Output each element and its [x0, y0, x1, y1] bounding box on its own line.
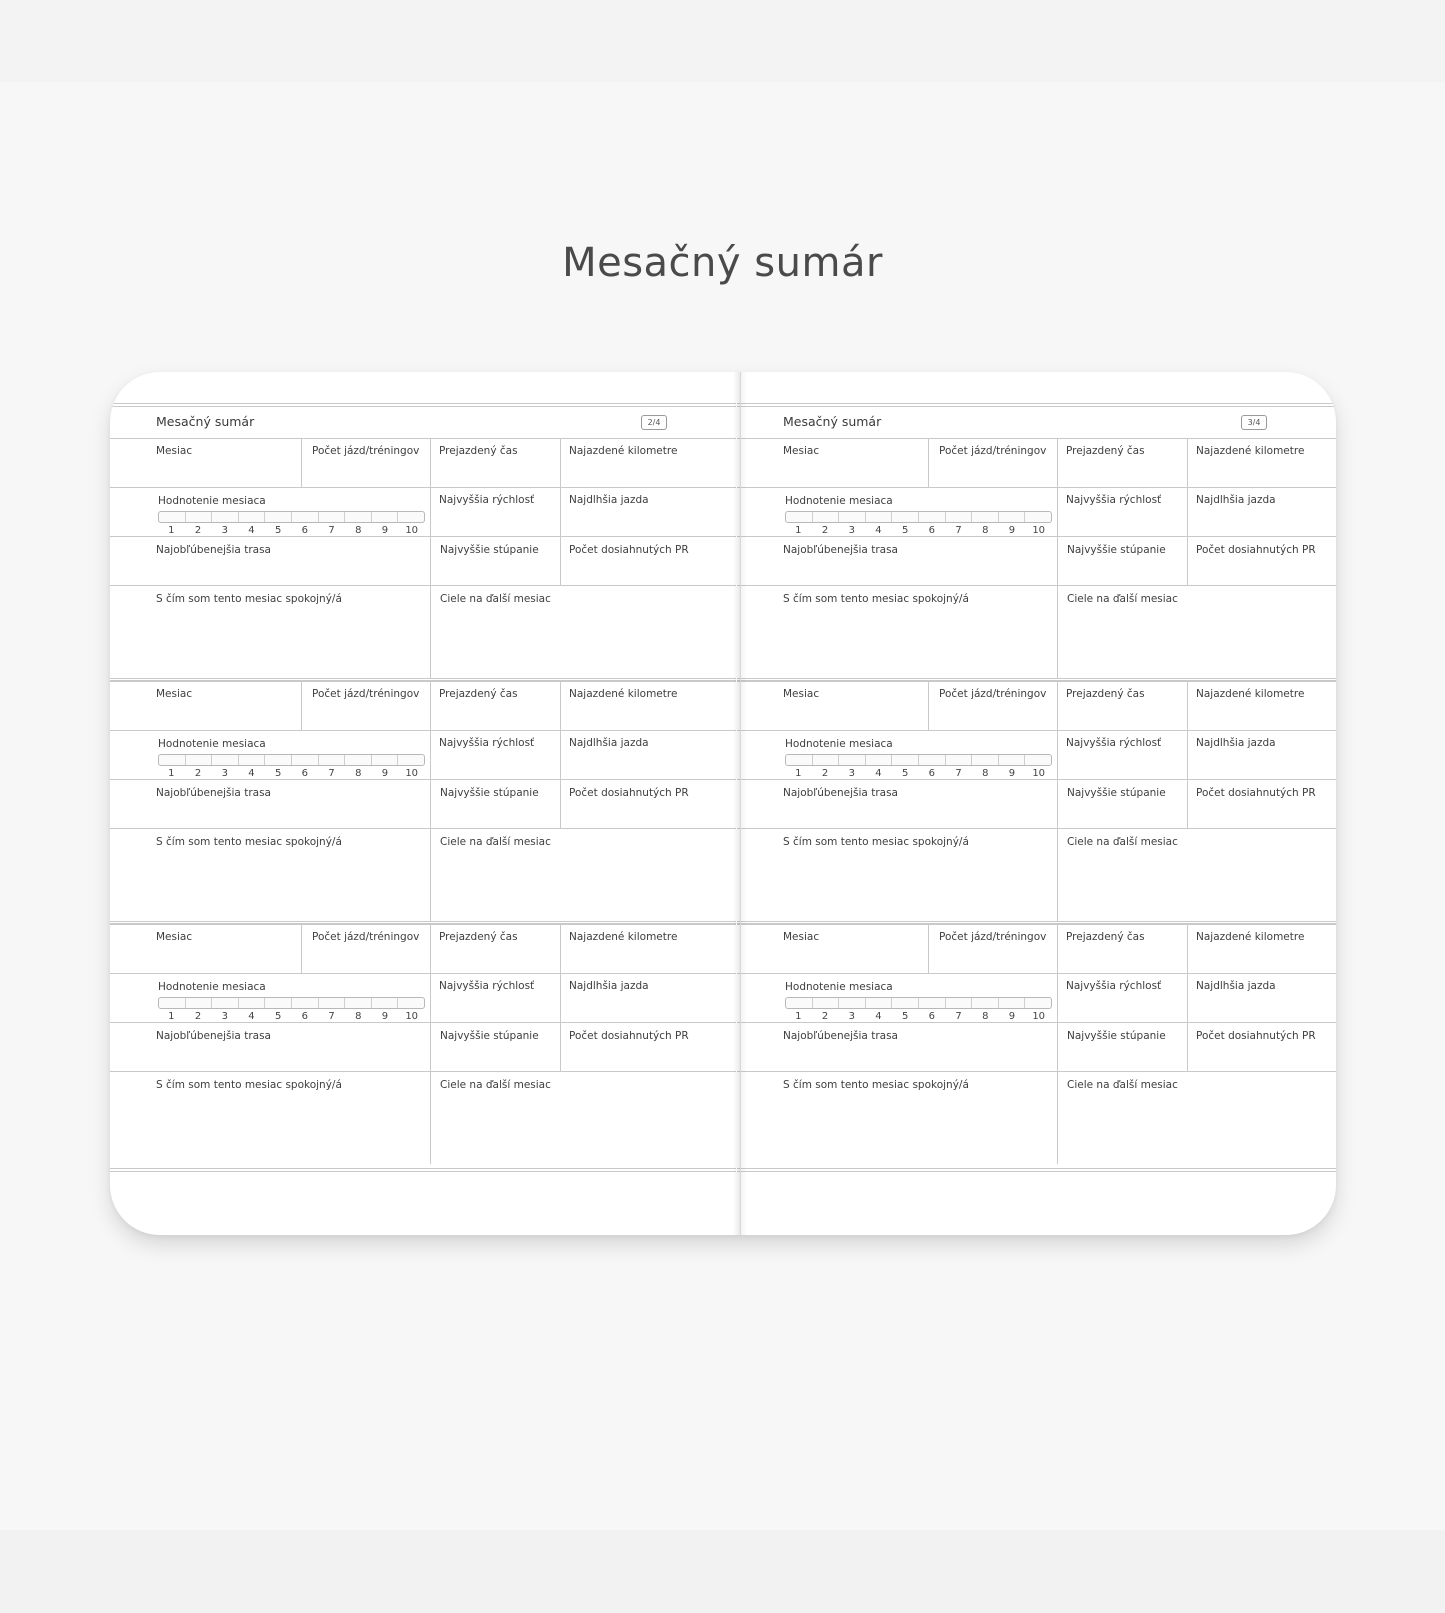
rating-cell[interactable] — [972, 755, 999, 765]
rating-number: 9 — [381, 525, 389, 536]
rating-scale[interactable] — [158, 511, 425, 523]
rating-number: 4 — [875, 525, 882, 536]
rating-number: 9 — [381, 768, 389, 779]
rating-number: 1 — [168, 768, 175, 779]
rating-number: 10 — [405, 768, 419, 779]
rating-number: 4 — [875, 1011, 882, 1022]
rating-cell[interactable] — [292, 755, 319, 765]
row-rule — [737, 779, 1336, 780]
rating-number: 6 — [928, 525, 936, 536]
page-number-badge: 2/4 — [641, 415, 667, 430]
label-satisfied: S čím som tento mesiac spokojný/á — [783, 1079, 969, 1091]
rating-cell[interactable] — [892, 755, 919, 765]
rating-number: 7 — [328, 525, 335, 536]
rating-number: 3 — [221, 1011, 228, 1022]
block-bottom-rule — [737, 678, 1336, 679]
label-max-speed: Najvyššia rýchlosť — [1066, 737, 1162, 749]
rating-scale-numbers — [785, 1011, 1052, 1022]
rating-number: 2 — [194, 768, 202, 779]
rating-cell[interactable] — [999, 998, 1026, 1008]
rating-number: 1 — [168, 1011, 175, 1022]
label-longest: Najdlhšia jazda — [569, 980, 649, 992]
grid-divider — [928, 681, 929, 730]
planner-page-right — [737, 372, 1336, 1235]
label-rating: Hodnotenie mesiaca — [158, 738, 266, 750]
label-month: Mesiac — [783, 445, 820, 457]
rating-cell[interactable] — [866, 998, 893, 1008]
label-max-climb: Najvyššie stúpanie — [440, 1030, 539, 1042]
rating-number: 5 — [274, 768, 282, 779]
rating-cell[interactable] — [1025, 998, 1051, 1008]
label-satisfied: S čím som tento mesiac spokojný/á — [783, 593, 969, 605]
rating-number: 10 — [1032, 525, 1046, 536]
rating-cell[interactable] — [398, 512, 424, 522]
rating-cell[interactable] — [919, 998, 946, 1008]
rating-cell[interactable] — [839, 755, 866, 765]
label-rating: Hodnotenie mesiaca — [158, 981, 266, 993]
rating-cell[interactable] — [839, 998, 866, 1008]
label-favorite-route: Najobľúbenejšia trasa — [156, 787, 271, 799]
label-favorite-route: Najobľúbenejšia trasa — [156, 544, 271, 556]
rating-number: 4 — [248, 768, 255, 779]
label-satisfied: S čím som tento mesiac spokojný/á — [156, 593, 342, 605]
rating-cell[interactable] — [265, 512, 292, 522]
row-rule — [110, 487, 736, 488]
label-favorite-route: Najobľúbenejšia trasa — [156, 1030, 271, 1042]
rating-cell[interactable] — [212, 755, 239, 765]
row-rule — [110, 1022, 736, 1023]
rating-number: 6 — [928, 1011, 936, 1022]
grid-divider — [1057, 924, 1058, 1164]
rating-number: 10 — [1032, 768, 1046, 779]
rating-cell[interactable] — [946, 512, 973, 522]
rating-cell[interactable] — [239, 512, 266, 522]
rating-cell[interactable] — [398, 998, 424, 1008]
rating-cell[interactable] — [839, 512, 866, 522]
label-rating: Hodnotenie mesiaca — [785, 981, 893, 993]
grid-divider — [560, 681, 561, 828]
label-max-climb: Najvyššie stúpanie — [1067, 544, 1166, 556]
label-longest: Najdlhšia jazda — [569, 737, 649, 749]
rating-number: 7 — [955, 768, 962, 779]
label-rides: Počet jázd/tréningov — [939, 688, 1047, 700]
rating-cell[interactable] — [786, 512, 813, 522]
rating-number: 8 — [982, 525, 989, 536]
rating-number: 4 — [248, 525, 255, 536]
rating-scale-numbers — [785, 525, 1052, 536]
rating-number: 7 — [955, 525, 962, 536]
block-top-rule — [110, 681, 736, 682]
rating-cell[interactable] — [813, 998, 840, 1008]
rating-cell[interactable] — [786, 998, 813, 1008]
rating-cell[interactable] — [239, 755, 266, 765]
rating-cell[interactable] — [972, 512, 999, 522]
rating-number: 3 — [848, 768, 855, 779]
block-bottom-rule — [737, 1171, 1336, 1172]
rating-number: 8 — [982, 768, 989, 779]
rating-number: 2 — [821, 768, 829, 779]
rating-cell[interactable] — [372, 755, 399, 765]
label-time: Prejazdený čas — [439, 931, 518, 943]
grid-divider — [560, 924, 561, 1071]
row-rule — [737, 487, 1336, 488]
row-rule — [110, 585, 736, 586]
rating-number: 2 — [194, 1011, 202, 1022]
label-longest: Najdlhšia jazda — [1196, 494, 1276, 506]
rating-scale[interactable] — [158, 997, 425, 1009]
rating-scale[interactable] — [158, 754, 425, 766]
row-rule — [110, 973, 736, 974]
label-max-climb: Najvyššie stúpanie — [440, 787, 539, 799]
grid-divider — [1057, 438, 1058, 678]
label-max-speed: Najvyššia rýchlosť — [1066, 980, 1162, 992]
label-max-speed: Najvyššia rýchlosť — [439, 494, 535, 506]
rating-cell[interactable] — [186, 998, 213, 1008]
spine-line — [740, 372, 741, 1235]
rating-cell[interactable] — [866, 755, 893, 765]
rating-cell[interactable] — [186, 512, 213, 522]
rating-cell[interactable] — [239, 998, 266, 1008]
rating-number: 3 — [221, 768, 228, 779]
label-month: Mesiac — [156, 445, 193, 457]
grid-divider — [1187, 438, 1188, 585]
rating-cell[interactable] — [319, 998, 346, 1008]
label-favorite-route: Najobľúbenejšia trasa — [783, 787, 898, 799]
rating-cell[interactable] — [946, 755, 973, 765]
header-rule — [737, 403, 1336, 407]
block-top-rule — [737, 924, 1336, 925]
rating-number: 10 — [405, 525, 419, 536]
top-band — [0, 0, 1445, 82]
rating-cell[interactable] — [212, 998, 239, 1008]
rating-cell[interactable] — [786, 755, 813, 765]
rating-number: 8 — [355, 768, 362, 779]
rating-number: 9 — [1008, 525, 1016, 536]
rating-number: 6 — [301, 1011, 309, 1022]
rating-number: 10 — [405, 1011, 419, 1022]
rating-number: 9 — [381, 1011, 389, 1022]
rating-number: 8 — [355, 525, 362, 536]
rating-number: 5 — [274, 1011, 282, 1022]
label-rides: Počet jázd/tréningov — [312, 445, 420, 457]
label-time: Prejazdený čas — [1066, 931, 1145, 943]
label-time: Prejazdený čas — [439, 445, 518, 457]
rating-cell[interactable] — [319, 512, 346, 522]
row-rule — [737, 973, 1336, 974]
block-bottom-rule — [110, 921, 736, 922]
label-goals: Ciele na ďalší mesiac — [1067, 1079, 1178, 1091]
rating-scale-numbers — [158, 768, 425, 779]
rating-number: 7 — [328, 1011, 335, 1022]
label-longest: Najdlhšia jazda — [1196, 737, 1276, 749]
rating-cell[interactable] — [398, 755, 424, 765]
label-rating: Hodnotenie mesiaca — [158, 495, 266, 507]
label-time: Prejazdený čas — [1066, 688, 1145, 700]
label-goals: Ciele na ďalší mesiac — [1067, 836, 1178, 848]
rating-cell[interactable] — [372, 998, 399, 1008]
rating-number: 1 — [795, 525, 802, 536]
rating-cell[interactable] — [292, 512, 319, 522]
label-km: Najazdené kilometre — [569, 931, 678, 943]
label-rides: Počet jázd/tréningov — [312, 931, 420, 943]
grid-divider — [430, 438, 431, 678]
label-goals: Ciele na ďalší mesiac — [440, 836, 551, 848]
label-rides: Počet jázd/tréningov — [312, 688, 420, 700]
rating-scale[interactable] — [785, 997, 1052, 1009]
label-time: Prejazdený čas — [1066, 445, 1145, 457]
rating-cell[interactable] — [212, 512, 239, 522]
planner-spread — [110, 372, 1336, 1235]
label-month: Mesiac — [783, 931, 820, 943]
rating-cell[interactable] — [186, 755, 213, 765]
rating-number: 2 — [194, 525, 202, 536]
rating-number: 1 — [795, 1011, 802, 1022]
label-month: Mesiac — [783, 688, 820, 700]
rating-cell[interactable] — [919, 512, 946, 522]
rating-cell[interactable] — [319, 755, 346, 765]
block-top-rule — [110, 438, 736, 439]
grid-divider — [1187, 924, 1188, 1071]
rating-number: 4 — [875, 768, 882, 779]
rating-cell[interactable] — [159, 512, 186, 522]
rating-cell[interactable] — [892, 512, 919, 522]
label-max-climb: Najvyššie stúpanie — [440, 544, 539, 556]
rating-cell[interactable] — [292, 998, 319, 1008]
label-pr-count: Počet dosiahnutých PR — [569, 544, 689, 556]
row-rule — [737, 828, 1336, 829]
rating-cell[interactable] — [159, 998, 186, 1008]
rating-cell[interactable] — [999, 512, 1026, 522]
label-satisfied: S čím som tento mesiac spokojný/á — [156, 836, 342, 848]
bottom-band — [0, 1530, 1445, 1613]
block-bottom-rule — [737, 1168, 1336, 1169]
page-header-title: Mesačný sumár — [156, 414, 255, 429]
rating-cell[interactable] — [345, 512, 372, 522]
label-goals: Ciele na ďalší mesiac — [1067, 593, 1178, 605]
block-top-rule — [737, 438, 1336, 439]
row-rule — [737, 1071, 1336, 1072]
grid-divider — [1187, 681, 1188, 828]
block-bottom-rule — [110, 678, 736, 679]
label-max-speed: Najvyššia rýchlosť — [1066, 494, 1162, 506]
planner-page-left — [110, 372, 736, 1235]
rating-cell[interactable] — [946, 998, 973, 1008]
label-km: Najazdené kilometre — [1196, 931, 1305, 943]
grid-divider — [928, 924, 929, 973]
rating-number: 5 — [901, 768, 909, 779]
rating-cell[interactable] — [813, 512, 840, 522]
block-bottom-rule — [110, 1168, 736, 1169]
rating-cell[interactable] — [919, 755, 946, 765]
rating-number: 6 — [301, 525, 309, 536]
row-rule — [110, 536, 736, 537]
rating-number: 10 — [1032, 1011, 1046, 1022]
row-rule — [737, 1022, 1336, 1023]
rating-number: 1 — [795, 768, 802, 779]
page-number-badge: 3/4 — [1241, 415, 1267, 430]
label-rating: Hodnotenie mesiaca — [785, 738, 893, 750]
label-favorite-route: Najobľúbenejšia trasa — [783, 544, 898, 556]
grid-divider — [301, 438, 302, 487]
rating-cell[interactable] — [999, 755, 1026, 765]
label-rides: Počet jázd/tréningov — [939, 445, 1047, 457]
rating-cell[interactable] — [892, 998, 919, 1008]
rating-cell[interactable] — [159, 755, 186, 765]
block-top-rule — [737, 681, 1336, 682]
rating-number: 7 — [328, 768, 335, 779]
rating-number: 8 — [982, 1011, 989, 1022]
label-max-speed: Najvyššia rýchlosť — [439, 980, 535, 992]
label-month: Mesiac — [156, 688, 193, 700]
rating-cell[interactable] — [265, 998, 292, 1008]
rating-number: 9 — [1008, 1011, 1016, 1022]
rating-number: 4 — [248, 1011, 255, 1022]
label-pr-count: Počet dosiahnutých PR — [1196, 544, 1316, 556]
label-rating: Hodnotenie mesiaca — [785, 495, 893, 507]
label-km: Najazdené kilometre — [1196, 445, 1305, 457]
label-max-climb: Najvyššie stúpanie — [1067, 1030, 1166, 1042]
rating-cell[interactable] — [345, 998, 372, 1008]
rating-number: 8 — [355, 1011, 362, 1022]
label-favorite-route: Najobľúbenejšia trasa — [783, 1030, 898, 1042]
rating-cell[interactable] — [813, 755, 840, 765]
label-max-climb: Najvyššie stúpanie — [1067, 787, 1166, 799]
block-top-rule — [110, 924, 736, 925]
rating-number: 7 — [955, 1011, 962, 1022]
grid-divider — [430, 924, 431, 1164]
rating-number: 2 — [821, 1011, 829, 1022]
grid-divider — [560, 438, 561, 585]
rating-number: 3 — [221, 525, 228, 536]
label-max-speed: Najvyššia rýchlosť — [439, 737, 535, 749]
grid-divider — [430, 681, 431, 921]
row-rule — [737, 585, 1336, 586]
rating-cell[interactable] — [972, 998, 999, 1008]
label-longest: Najdlhšia jazda — [1196, 980, 1276, 992]
row-rule — [110, 1071, 736, 1072]
rating-scale-numbers — [158, 525, 425, 536]
rating-scale-numbers — [158, 1011, 425, 1022]
block-bottom-rule — [737, 921, 1336, 922]
label-km: Najazdené kilometre — [569, 445, 678, 457]
row-rule — [110, 730, 736, 731]
rating-number: 5 — [901, 525, 909, 536]
page-header-title: Mesačný sumár — [783, 414, 882, 429]
label-goals: Ciele na ďalší mesiac — [440, 1079, 551, 1091]
label-satisfied: S čím som tento mesiac spokojný/á — [156, 1079, 342, 1091]
rating-number: 6 — [928, 768, 936, 779]
rating-number: 9 — [1008, 768, 1016, 779]
rating-cell[interactable] — [1025, 512, 1051, 522]
rating-cell[interactable] — [372, 512, 399, 522]
rating-cell[interactable] — [345, 755, 372, 765]
rating-scale[interactable] — [785, 511, 1052, 523]
label-time: Prejazdený čas — [439, 688, 518, 700]
grid-divider — [1057, 681, 1058, 921]
page-title: Mesačný sumár — [562, 240, 883, 286]
label-pr-count: Počet dosiahnutých PR — [569, 1030, 689, 1042]
label-rides: Počet jázd/tréningov — [939, 931, 1047, 943]
row-rule — [737, 536, 1336, 537]
rating-scale-numbers — [785, 768, 1052, 779]
label-pr-count: Počet dosiahnutých PR — [569, 787, 689, 799]
label-km: Najazdené kilometre — [569, 688, 678, 700]
header-rule — [110, 403, 736, 407]
rating-number: 6 — [301, 768, 309, 779]
rating-cell[interactable] — [866, 512, 893, 522]
grid-divider — [928, 438, 929, 487]
rating-scale[interactable] — [785, 754, 1052, 766]
label-month: Mesiac — [156, 931, 193, 943]
rating-number: 5 — [274, 525, 282, 536]
rating-number: 3 — [848, 1011, 855, 1022]
rating-number: 3 — [848, 525, 855, 536]
label-goals: Ciele na ďalší mesiac — [440, 593, 551, 605]
label-pr-count: Počet dosiahnutých PR — [1196, 787, 1316, 799]
row-rule — [737, 730, 1336, 731]
row-rule — [110, 779, 736, 780]
block-bottom-rule — [110, 1171, 736, 1172]
rating-number: 1 — [168, 525, 175, 536]
label-km: Najazdené kilometre — [1196, 688, 1305, 700]
label-pr-count: Počet dosiahnutých PR — [1196, 1030, 1316, 1042]
rating-number: 5 — [901, 1011, 909, 1022]
grid-divider — [301, 924, 302, 973]
grid-divider — [301, 681, 302, 730]
label-satisfied: S čím som tento mesiac spokojný/á — [783, 836, 969, 848]
label-longest: Najdlhšia jazda — [569, 494, 649, 506]
row-rule — [110, 828, 736, 829]
rating-number: 2 — [821, 525, 829, 536]
rating-cell[interactable] — [1025, 755, 1051, 765]
rating-cell[interactable] — [265, 755, 292, 765]
